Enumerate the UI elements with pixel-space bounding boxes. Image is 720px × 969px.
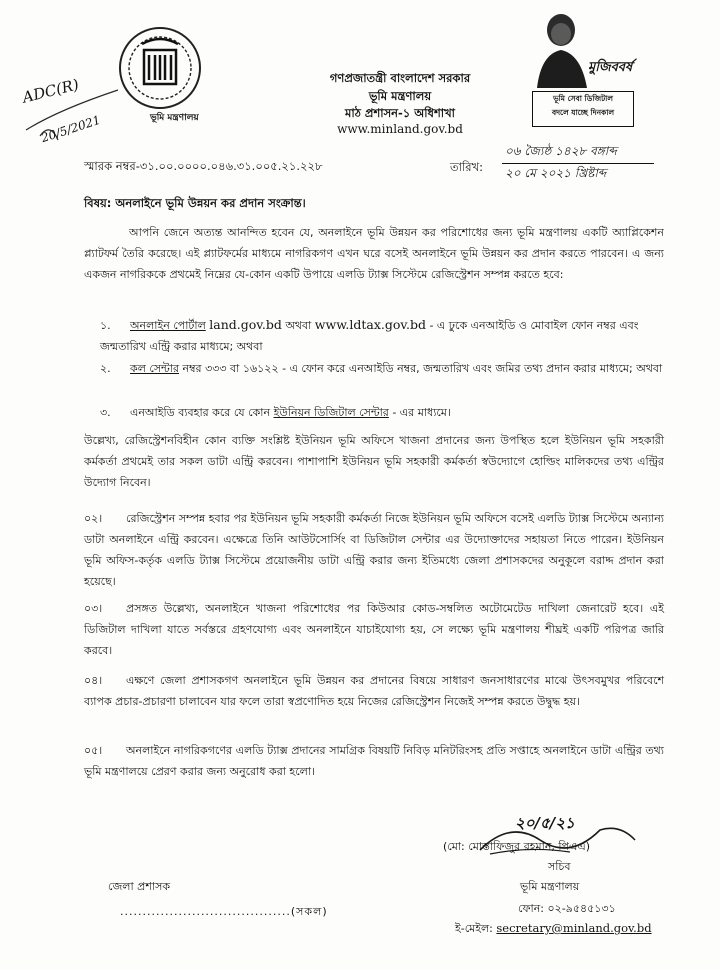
list-item-digital-center [100, 402, 665, 423]
signature-date: ২০/৫/২১ [515, 814, 575, 832]
paragraph-number: ০৩। [84, 602, 103, 615]
paragraph-text: প্রসঙ্গত উল্লেখ্য, অনলাইনে খাজনা পরিশোধের পর কিউআর কোড-সম্বলিত অটোমেটেড দাখিলা জেনারেট হবে। এই ডিজিটাল দাখিলা যাতে সর্বস্তরে গ্রহণযোগ্য এবং অনলাইনে যাচাইযোগ্য হয়, সে লক্ষ্যে ভূমি মন্ত্রণালয় শীঘ্রই একটি পরিপত্র জারি করবে। [84, 602, 664, 657]
stamp-line-2: বদলে যাচ্ছে দিনকাল [551, 108, 615, 117]
date-gregorian: ২০ মে ২০২১ খ্রিষ্টাব্দ [505, 166, 607, 180]
item-or: অথবা [285, 319, 312, 332]
signatory-phone: ফোন: ০২-৯৫৪৫১৩১ [518, 902, 616, 915]
portal-link-land[interactable]: land.gov.bd [209, 317, 282, 332]
subject-line: বিষয়: অনলাইনে ভূমি উন্নয়ন কর প্রদান সংক্রান্ত। [84, 196, 306, 210]
handwritten-note-2: 20/5/2021 [39, 112, 103, 146]
intro-paragraph: আপনি জেনে অত্যন্ত আনন্দিত হবেন যে, অনলাইনে ভূমি উন্নয়ন কর পরিশোধের জন্য ভূমি মন্ত্রণালয় একটি অ্যাপ্লিকেশন প্ল্যাটফর্ম তৈরি করেছে। এই প্ল্যাটফর্মের মাধ্যমে নাগরিকগণ এখন ঘরে বসেই অনলাইনে ভূমি উন্নয়ন কর প্রদান করতে পারবেন। এ জন্য একজন নাগরিককে প্রথমেই নিম্নের যে-কোন একটি উপায়ে এলডি ট্যাক্স সিস্টেমে রেজিস্ট্রেশন সম্পন্ন করতে হবে: [84, 226, 664, 281]
portal-link-ldtax[interactable]: www.ldtax.gov.bd [314, 317, 426, 332]
note-paragraph: উল্লেখ্য, রেজিস্ট্রেশনবিহীন কোন ব্যক্তি সংশ্লিষ্ট ইউনিয়ন ভূমি অফিসে খাজনা প্রদানের জন্য উপস্থিত হলে ইউনিয়ন ভূমি সহকারী কর্মকর্তা প্রথমেই তার সকল ডাটা এন্ট্রি করবেন। পাশাপাশি ইউনিয়ন ভূমি সহকারী কর্মকর্তা স্বউদ্যোগে হোল্ডিং মালিকদের তথ্য এন্ট্রির উদ্যোগ নিবেন। [84, 434, 664, 489]
paragraph-number: ০২। [84, 512, 103, 525]
date-label: তারিখ: [450, 160, 484, 174]
paragraph-text: অনলাইনে নাগরিকগণের এলডি ট্যাক্স প্রদানের সামগ্রিক বিষয়টি নিবিড় মনিটরিংসহ প্রতি সপ্তাহে অনলাইনে ডাটা এন্ট্রির তথ্য ভূমি মন্ত্রণালয়ে প্রেরণ করার জন্য অনুরোধ করা হলো। [84, 744, 664, 778]
digital-land-service-stamp [532, 91, 634, 127]
stamp-line-1: ভূমি সেবা ডিজিটাল [553, 94, 613, 103]
recipient-line: ......................................(সকল) [120, 905, 328, 918]
emblem-caption: ভূমি মন্ত্রণালয় [150, 113, 199, 123]
header-government: গণপ্রজাতন্ত্রী বাংলাদেশ সরকার [329, 71, 471, 85]
paragraph-number: ০৫। [84, 744, 103, 757]
paragraph-05 [84, 740, 664, 782]
list-item-portal [100, 314, 665, 357]
memo-number: স্মারক নম্বর-৩১.০০.০০০০.০৪৬.৩১.০০৫.২১.২২৮ [84, 159, 323, 173]
paragraph-02 [84, 508, 664, 592]
item-pre: এনআইডি ব্যবহার করে যে কোন [130, 406, 271, 419]
item-rest: - এর মাধ্যমে। [392, 406, 451, 419]
email-link[interactable]: secretary@minland.gov.bd [496, 921, 652, 935]
signatory-office: ভূমি মন্ত্রণালয় [520, 880, 580, 893]
list-item-call-center [100, 358, 665, 379]
item-rest: নম্বর ৩৩৩ বা ১৬১২২ - এ ফোন করে এনআইডি নম্বর, জন্মতারিখ এবং জমির তথ্য প্রদান করার মাধ্যমে; অথবা [182, 362, 663, 375]
mujib-logo-label: মুজিববর্ষ [588, 60, 633, 75]
paragraph-number: ০৪। [84, 674, 103, 687]
signatory-email-row [455, 920, 652, 939]
item-head: ইউনিয়ন ডিজিটাল সেন্টার [273, 406, 389, 419]
header-division: মাঠ প্রশাসন-১ অধিশাখা [344, 106, 455, 120]
date-divider [502, 163, 654, 164]
item-head: অনলাইন পোর্টাল [130, 319, 206, 332]
item-number: ১. [100, 319, 111, 332]
signatory-name: (মো: মোস্তাফিজুর রহমান, পিএএ) [443, 840, 591, 853]
paragraph-03 [84, 598, 664, 661]
paragraph-text: রেজিস্ট্রেশন সম্পন্ন হবার পর ইউনিয়ন ভূমি সহকারী কর্মকর্তা নিজে ইউনিয়ন ভূমি অফিসে বসেই এলডি ট্যাক্স সিস্টেমে অন্যান্য ডাটা অনলাইনে এন্ট্রি করবেন। এক্ষেত্রে তিনি আউটসোর্সিং বা ডিজিটাল সেন্টার এর উদ্যোক্তাদের সহায়তা নিতে পারেন। ইউনিয়ন ভূমি অফিস-কর্তৃক এলডি ট্যাক্স সিস্টেমে প্রয়োজনীয় ডাটা এন্ট্রি করার জন্য ইতিমধ্যে জেলা প্রশাসকদের অনুকূলে বরাদ্দ প্রদান করা হয়েছে। [84, 512, 664, 588]
paragraph-text: এক্ষণে জেলা প্রশাসকগণ অনলাইনে ভূমি উন্নয়ন কর প্রদানের বিষয়ে সাধারণ জনসাধারণের মাঝে উৎসবমুখর পরিবেশে ব্যাপক প্রচার-প্রচারণা চালাবেন যার ফলে তারা স্বপ্রণোদিত হয়ে নিজের রেজিস্ট্রেশন নিজেই সম্পন্ন করতে উদ্বুদ্ধ হয়। [84, 674, 664, 708]
email-label: ই-মেইল: [455, 922, 493, 935]
signatory-role: সচিব [548, 860, 571, 873]
item-rest: - এ ঢুকে এনআইডি ও মোবাইল ফোন নম্বর এবং জন্মতারিখ এন্ট্রি করার মাধ্যমে; অথবা [100, 319, 639, 353]
header-website: www.minland.gov.bd [337, 122, 463, 136]
header-ministry: ভূমি মন্ত্রণালয় [368, 89, 432, 103]
recipient-title: জেলা প্রশাসক [108, 880, 171, 893]
date-bangla: ০৬ জ্যৈষ্ঠ ১৪২৮ বঙ্গাব্দ [505, 144, 617, 158]
item-number: ৩. [100, 406, 111, 419]
paragraph-04 [84, 670, 664, 712]
item-number: ২. [100, 362, 111, 375]
item-head: কল সেন্টার [130, 362, 180, 375]
handwritten-note-1: ADC(R) [20, 75, 81, 107]
